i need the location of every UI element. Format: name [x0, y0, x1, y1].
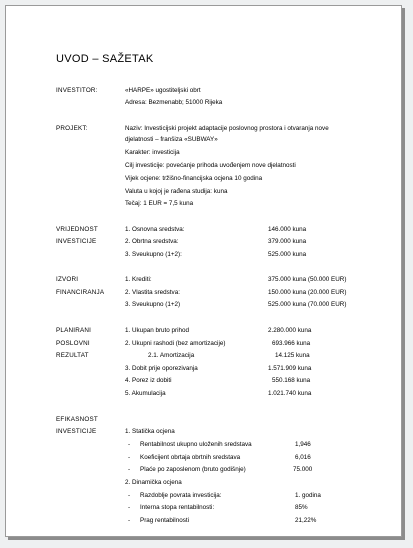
section-label-planirani: PLANIRANI [56, 327, 92, 334]
vrijednost-item: 2. Obrtna sredstva: [125, 238, 179, 245]
projekt-line: Karakter: investicija [125, 149, 180, 156]
section-label-vrijednost: INVESTICIJE [56, 238, 97, 245]
investitor-line: «HARPE» ugostiteljski obrt [125, 87, 201, 94]
bullet-marker: - [128, 441, 131, 448]
vrijednost-value: 379.000 kuna [268, 238, 307, 245]
section-label-planirani: REZULTAT [56, 352, 89, 359]
planirani-value: 550.168 kuna [272, 377, 311, 384]
dynamic-item: Prag rentabilnosti [140, 517, 190, 524]
page-title: UVOD – SAŽETAK [56, 53, 154, 65]
projekt-line: Naziv: Investicijski projekt adaptacije poslovnog prostora i otvaranja nove [125, 125, 329, 132]
dynamic-value: 85% [295, 504, 308, 511]
bullet-marker: - [128, 504, 131, 511]
bullet-marker: - [128, 466, 131, 473]
dynamic-heading: 2. Dinamička ocjena [125, 479, 182, 486]
vrijednost-value: 146.000 kuna [268, 226, 307, 233]
static-item: Koeficijent obrtaja obrtnih sredstava [140, 454, 241, 461]
dynamic-value: 21,22% [295, 517, 317, 524]
planirani-item: 1. Ukupan bruto prihod [125, 327, 190, 334]
izvori-item: 3. Sveukupno (1+2) [125, 301, 181, 308]
section-label-izvori: IZVORI [56, 276, 79, 283]
static-item: Plaće po zaposlenom (bruto godišnje) [140, 466, 246, 473]
planirani-value: 693.966 kuna [272, 340, 311, 347]
planirani-value: 14.125 kuna [275, 352, 310, 359]
dynamic-item: Interna stopa rentabilnosti: [140, 504, 215, 511]
section-label-vrijednost: VRIJEDNOST [56, 226, 98, 233]
section-label-investitor: INVESTITOR: [56, 87, 98, 94]
planirani-item: 3. Dobit prije oporezivanja [125, 365, 198, 372]
section-label-efikasnost: INVESTICIJE [56, 428, 97, 435]
izvori-value: 525.000 kuna (70.000 EUR) [268, 301, 347, 308]
planirani-item: 4. Porez iz dobiti [125, 377, 172, 384]
projekt-line: Vijek ocjene: tržišno-financijska ocjena 10 godina [125, 175, 263, 182]
vrijednost-value: 525.000 kuna [268, 251, 307, 258]
projekt-line: Tečaj: 1 EUR = 7,5 kuna [125, 200, 194, 207]
section-label-efikasnost: EFIKASNOST [56, 416, 98, 423]
planirani-item: 2. Ukupni rashodi (bez amortizacije) [125, 340, 226, 347]
bullet-marker: - [128, 517, 131, 524]
static-value: 1,946 [295, 441, 311, 448]
dynamic-item: Razdoblje povrata investicija: [140, 492, 222, 499]
izvori-value: 150.000 kuna (20.000 EUR) [268, 289, 347, 296]
planirani-item: 5. Akumulacija [125, 390, 166, 397]
bullet-marker: - [128, 492, 131, 499]
section-label-projekt: PROJEKT: [56, 125, 88, 132]
projekt-line: Valuta u kojoj je rađena studija: kuna [125, 188, 228, 195]
bullet-marker: - [128, 454, 131, 461]
section-label-izvori: FINANCIRANJA [56, 289, 105, 296]
static-value: 75.000 [293, 466, 313, 473]
static-value: 6,016 [295, 454, 311, 461]
izvori-item: 2. Vlastita sredstva: [125, 289, 180, 296]
projekt-line: Cilj investicije: povećanje prihoda uvođenjem nove djelatnosti [125, 162, 296, 169]
investitor-line: Adresa: Bezmenabb; 51000 Rijeka [125, 99, 223, 106]
projekt-line: djelatnosti – franšiza «SUBWAY» [125, 136, 218, 143]
planirani-value: 2.280.000 kuna [268, 327, 312, 334]
izvori-item: 1. Krediti: [125, 276, 152, 283]
vrijednost-item: 3. Sveukupno (1+2): [125, 251, 182, 258]
vrijednost-item: 1. Osnovna sredstva: [125, 226, 185, 233]
dynamic-value: 1. godina [295, 492, 321, 499]
planirani-value: 1.571.909 kuna [268, 365, 312, 372]
static-heading: 1. Statička ocjena [125, 428, 175, 435]
document-page [5, 5, 402, 537]
section-label-planirani: POSLOVNI [56, 340, 90, 347]
planirani-value: 1.021.740 kuna [268, 390, 312, 397]
izvori-value: 375.000 kuna (50.000 EUR) [268, 276, 347, 283]
static-item: Rentabilnost ukupno uloženih sredstava [140, 441, 252, 448]
planirani-item: 2.1. Amortizacija [148, 352, 195, 359]
